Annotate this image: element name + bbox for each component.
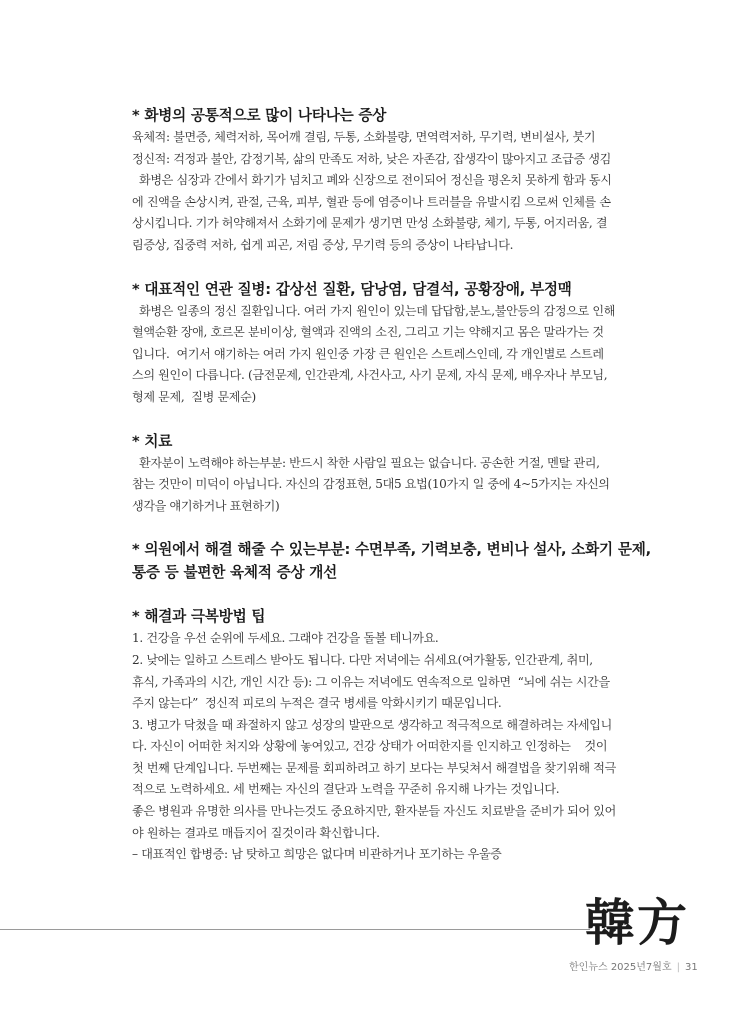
symptoms-line: 상시킵니다. 기가 허약해져서 소화기에 문제가 생기면 만성 소화불량, 체기, 두통, 어지러움, 결 [132,216,608,231]
tips-line: 다. 자신이 어떠한 처지와 상황에 놓여있고, 건강 상태가 어떠한지를 인지하고 인정하는 것이 [132,739,608,754]
section-heading-symptoms: * 화병의 공통적으로 많이 나타나는 증상 [132,107,387,124]
symptoms-text [132,127,694,257]
publication-name: 한인뉴스 2025년7월호 [569,962,672,973]
symptoms-line: 정신적: 걱정과 불안, 감정기복, 삶의 만족도 저하, 낮은 자존감, 잡생각이 많아지고 조급증 생김 [132,151,611,166]
page-number: 31 [685,962,698,973]
related-text [132,301,694,409]
clinic-heading-line: 통증 등 불편한 육체적 증상 개선 [132,564,338,582]
related-line: 화병은 일종의 정신 질환입니다. 여러 가지 원인이 있는데 답답함,분노,불안등의 감정으로 인해 [132,303,616,318]
treatment-line: 생각을 얘기하거나 표현하기) [132,498,280,513]
section-heading-related: * 대표적인 연관 질병: 갑상선 질환, 담낭염, 담결석, 공황장애, 부정맥 [132,280,572,298]
tips-line: 적으로 노력하세요. 세 번째는 자신의 결단과 노력을 꾸준히 유지해 나가는 것입니다. [132,782,560,797]
footer-divider [0,929,590,930]
tips-line: 휴식, 가족과의 시간, 개인 시간 등): 그 이유는 저녁에도 연속적으로 일하면 “뇌에 쉬는 시간을 [132,674,610,689]
symptoms-line: 림증상, 집중력 저하, 쉽게 피곤, 저림 증상, 무기력 등의 증상이 나타납니다. [132,237,514,252]
clinic-heading-line: * 의원에서 해결 해줄 수 있는부분: 수면부족, 기력보충, 변비나 설사, 소화기 문제, [132,541,651,559]
article-body [132,104,694,866]
treatment-line: 참는 것만이 미덕이 아닙니다. 자신의 감정표현, 5대5 요법(10가지 일 중에 4~5가지는 자신의 [132,477,610,492]
tips-line: 야 원하는 결과로 매듭지어 질것이라 확신합니다. [132,825,380,840]
tips-line: 첫 번째 단계입니다. 두번째는 문제를 회피하려고 하기 보다는 부딪쳐서 해결법을 찾기위해 적극 [132,760,616,775]
tips-text [132,628,694,866]
tips-line: 1. 건강을 우선 순위에 두세요. 그래야 건강을 돌볼 테니까요. [132,631,439,646]
symptoms-line: 화병은 심장과 간에서 화기가 넘치고 폐와 신장으로 전이되어 정신을 평온치 못하게 함과 동시 [132,173,612,188]
tips-line: 주지 않는다” 정신적 피로의 누적은 결국 병세를 악화시키기 때문입니다. [132,696,502,711]
tips-line: 좋은 병원과 유명한 의사를 만나는것도 중요하지만, 환자분들 자신도 치료받을 준비가 되어 있어 [132,804,616,819]
related-line: 혈액순환 장애, 호르몬 분비이상, 혈액과 진액의 소진, 그리고 기는 약해지고 몸은 말라가는 것 [132,325,604,340]
section-heading-treatment: * 치료 [132,432,173,450]
section-heading-clinic [132,538,694,584]
section-heading-tips: * 해결과 극복방법 팁 [132,608,266,626]
related-line: 형제 문제, 질병 문제순) [132,389,256,404]
page-footer [569,958,698,973]
treatment-text [132,453,694,518]
treatment-line: 환자분이 노력해야 하는부분: 반드시 착한 사람일 필요는 없습니다. 공손한 거절, 멘탈 관리, [132,455,600,470]
tips-line: – 대표적인 합병증: 남 탓하고 희망은 없다며 비관하거나 포기하는 우울증 [132,847,502,862]
tips-line: 2. 낮에는 일하고 스트레스 받아도 됩니다. 다만 저녁에는 쉬세요(여가활동, 인간관계, 취미, [132,652,593,667]
tips-line: 3. 병고가 닥쳤을 때 좌절하지 않고 성장의 발판으로 생각하고 적극적으로 해결하려는 자세입니 [132,717,612,732]
symptoms-line: 에 진액을 손상시켜, 관절, 근육, 피부, 혈관 등에 염증이나 트러블을 유발시킴 으로써 인체를 손 [132,194,611,209]
related-line: 스의 원인이 다릅니다. (금전문제, 인간관계, 사건사고, 사기 문제, 자식 문제, 배우자나 부모님, [132,368,608,383]
related-line: 입니다. 여기서 얘기하는 여러 가지 원인중 가장 큰 원인은 스트레스인데, 각 개인별로 스트레 [132,346,604,361]
symptoms-line: 육체적: 불면증, 체력저하, 목어깨 결림, 두통, 소화불량, 면역력저하, 무기력, 변비설사, 붓기 [132,130,596,144]
brand-logo: 韓方 [585,893,689,952]
footer-separator: | [676,962,680,973]
